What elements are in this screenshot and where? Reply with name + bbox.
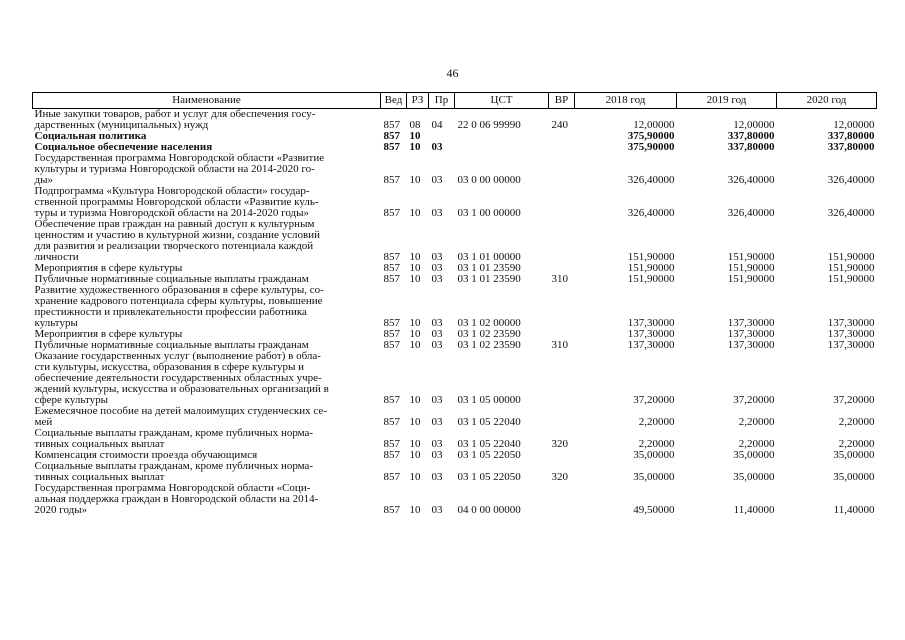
cell-cst: 03 1 05 22040 [457, 416, 521, 428]
cell-pr: 03 [431, 263, 443, 274]
cell-ved: 857 [383, 119, 400, 131]
cell-name-line: культуры [34, 317, 78, 329]
cell-2020: 151,90000 [827, 263, 875, 274]
cell-cst: 03 0 00 00000 [457, 174, 521, 186]
cell-pr: 03 [431, 329, 443, 340]
cell-rz: 10 [409, 174, 421, 186]
cell-name [33, 274, 381, 285]
cell-pr: 03 [431, 416, 443, 428]
cell-name-line: Подпрограмма «Культура Новгородской области» государ- [34, 186, 310, 197]
cell-ved: 857 [383, 416, 400, 428]
cell-2018: 151,90000 [627, 251, 675, 263]
cell-cst: 03 1 02 00000 [457, 317, 521, 329]
cell-name [33, 285, 381, 329]
cell-name [33, 186, 381, 219]
cell-name [33, 142, 381, 153]
cell-2020: 337,80000 [827, 142, 875, 153]
cell-name-line: ственной программы Новгородской области «Развитие куль- [34, 196, 319, 208]
header-2018: 2018 год [575, 93, 677, 109]
cell-name-line: культуры и туризма Новгородской области на 2014-2020 го- [34, 163, 315, 175]
cell-vr: 320 [551, 471, 568, 483]
cell-pr: 04 [431, 119, 443, 131]
cell-2018: 326,40000 [627, 207, 675, 219]
table-row [33, 153, 877, 186]
cell-vr [549, 351, 575, 406]
cell-rz: 10 [409, 394, 421, 406]
cell-name-line: Публичные нормативные социальные выплаты гражданам [34, 340, 309, 351]
cell-name [33, 351, 381, 406]
cell-2020: 137,30000 [827, 329, 875, 340]
cell-name-line: ценностям и участию в культурной жизни, создание условий [34, 229, 321, 241]
cell-name-line: Публичные нормативные социальные выплаты гражданам [34, 274, 309, 285]
table-row [33, 340, 877, 351]
cell-name [33, 219, 381, 263]
cell-2018: 2,20000 [638, 438, 675, 450]
cell-ved: 857 [383, 438, 400, 450]
table-row [33, 263, 877, 274]
cell-2018: 37,20000 [633, 394, 675, 406]
cell-2019: 151,90000 [727, 274, 775, 285]
cell-name-line: для развития и реализации творческого потенциала каждой [34, 240, 314, 252]
cell-name-line: Социальные выплаты гражданам, кроме публичных норма- [34, 461, 314, 472]
cell-name-line: Компенсация стоимости проезда обучающимся [34, 450, 258, 461]
cell-cst: 03 1 05 00000 [457, 394, 521, 406]
cell-cst [455, 142, 549, 153]
cell-2018: 137,30000 [627, 340, 675, 351]
budget-table [32, 92, 877, 516]
cell-2018: 375,90000 [627, 131, 675, 142]
cell-vr [549, 263, 575, 274]
cell-cst: 03 1 01 00000 [457, 251, 521, 263]
cell-2019: 151,90000 [727, 263, 775, 274]
table-row [33, 461, 877, 483]
cell-ved: 857 [383, 142, 400, 153]
cell-2018: 151,90000 [627, 274, 675, 285]
cell-vr [549, 450, 575, 461]
cell-name-line: Социальные выплаты гражданам, кроме публичных норма- [34, 428, 314, 439]
cell-name-line: Социальное обеспечение населения [34, 142, 213, 153]
cell-name-line: дарственных (муниципальных) нужд [34, 119, 209, 131]
cell-rz: 10 [409, 450, 421, 461]
cell-2019: 137,30000 [727, 340, 775, 351]
cell-rz: 10 [409, 504, 421, 516]
cell-ved: 857 [383, 263, 400, 274]
header-name: Наименование [33, 93, 381, 109]
cell-cst: 03 1 05 22050 [457, 450, 521, 461]
cell-rz: 10 [409, 317, 421, 329]
header-rz: РЗ [407, 93, 429, 109]
cell-name [33, 450, 381, 461]
table-row [33, 351, 877, 406]
cell-vr [549, 186, 575, 219]
cell-2018: 137,30000 [627, 329, 675, 340]
cell-name [33, 109, 381, 132]
cell-ved: 857 [383, 394, 400, 406]
cell-rz: 10 [409, 329, 421, 340]
cell-2020: 337,80000 [827, 131, 875, 142]
cell-2020: 37,20000 [833, 394, 875, 406]
cell-2018: 35,00000 [633, 471, 675, 483]
cell-2020: 151,90000 [827, 274, 875, 285]
table-row [33, 450, 877, 461]
cell-rz: 10 [409, 207, 421, 219]
table-row [33, 285, 877, 329]
cell-2020: 137,30000 [827, 317, 875, 329]
cell-ved: 857 [383, 329, 400, 340]
cell-2019: 337,80000 [727, 142, 775, 153]
cell-2020: 137,30000 [827, 340, 875, 351]
cell-rz: 10 [409, 274, 421, 285]
cell-cst: 03 1 02 23590 [457, 340, 521, 351]
cell-ved: 857 [383, 131, 400, 142]
cell-cst: 22 0 06 99990 [457, 119, 521, 131]
cell-2020: 2,20000 [838, 416, 875, 428]
cell-pr: 03 [431, 394, 443, 406]
cell-rz: 10 [409, 471, 421, 483]
table-row [33, 142, 877, 153]
cell-name-line: Ежемесячное пособие на детей малоимущих студенческих се- [34, 406, 327, 417]
table-row [33, 131, 877, 142]
cell-cst [455, 131, 549, 142]
table-row [33, 186, 877, 219]
cell-2020: 151,90000 [827, 251, 875, 263]
cell-vr [549, 219, 575, 263]
table-row [33, 274, 877, 285]
table-row [33, 219, 877, 263]
cell-vr [549, 329, 575, 340]
cell-2020: 35,00000 [833, 471, 875, 483]
cell-name-line: обеспечение деятельности государственных областных учре- [34, 372, 322, 384]
cell-name [33, 131, 381, 142]
cell-pr: 03 [431, 317, 443, 329]
cell-ved: 857 [383, 504, 400, 516]
cell-name [33, 340, 381, 351]
cell-pr: 03 [431, 438, 443, 450]
cell-2019: 151,90000 [727, 251, 775, 263]
cell-cst: 03 1 02 23590 [457, 329, 521, 340]
cell-cst: 03 1 00 00000 [457, 207, 521, 219]
cell-name-line: Иные закупки товаров, работ и услуг для обеспечения госу- [34, 108, 316, 120]
cell-2018: 151,90000 [627, 263, 675, 274]
table-row [33, 406, 877, 428]
cell-cst: 03 1 05 22040 [457, 438, 521, 450]
cell-name-line: мей [34, 416, 53, 428]
cell-pr: 03 [431, 504, 443, 516]
cell-pr: 03 [431, 471, 443, 483]
cell-name-line: Государственная программа Новгородской области «Развитие [34, 153, 325, 164]
cell-2019: 137,30000 [727, 329, 775, 340]
cell-rz: 10 [409, 340, 421, 351]
cell-ved: 857 [383, 317, 400, 329]
cell-2019: 12,00000 [733, 119, 775, 131]
cell-cst: 03 1 05 22050 [457, 471, 521, 483]
header-vr: ВР [549, 93, 575, 109]
cell-vr: 310 [551, 340, 568, 351]
cell-vr: 240 [551, 119, 568, 131]
cell-name [33, 329, 381, 340]
cell-rz: 10 [409, 263, 421, 274]
cell-cst: 04 0 00 00000 [457, 504, 521, 516]
cell-name-line: ждений культуры, искусства и образовательных организаций в [34, 383, 329, 395]
cell-2018: 12,00000 [633, 119, 675, 131]
header-cst: ЦСТ [455, 93, 549, 109]
cell-pr: 03 [431, 274, 443, 285]
cell-2020: 2,20000 [838, 438, 875, 450]
page-number: 46 [446, 66, 459, 80]
cell-2020: 11,40000 [833, 504, 875, 516]
cell-2019: 35,00000 [733, 450, 775, 461]
table-row [33, 329, 877, 340]
cell-pr: 03 [431, 251, 443, 263]
cell-vr: 310 [551, 274, 568, 285]
cell-rz: 10 [409, 131, 421, 142]
table-header-row [33, 93, 877, 109]
cell-rz: 08 [409, 119, 421, 131]
cell-name-line: сфере культуры [34, 394, 109, 406]
cell-2020: 12,00000 [833, 119, 875, 131]
cell-name [33, 461, 381, 483]
cell-2019: 37,20000 [733, 394, 775, 406]
cell-rz: 10 [409, 416, 421, 428]
cell-2018: 35,00000 [633, 450, 675, 461]
table-row [33, 483, 877, 516]
cell-ved: 857 [383, 174, 400, 186]
cell-name-line: тивных социальных выплат [34, 471, 165, 483]
cell-ved: 857 [383, 471, 400, 483]
cell-2020: 326,40000 [827, 174, 875, 186]
cell-ved: 857 [383, 207, 400, 219]
cell-pr: 03 [431, 174, 443, 186]
cell-vr [549, 142, 575, 153]
cell-pr: 03 [431, 450, 443, 461]
cell-name-line: Мероприятия в сфере культуры [34, 263, 183, 274]
cell-name-line: альная поддержка граждан в Новгородской области на 2014- [34, 493, 319, 505]
cell-rz: 10 [409, 251, 421, 263]
cell-cst: 03 1 01 23590 [457, 263, 521, 274]
cell-rz: 10 [409, 142, 421, 153]
cell-vr [549, 483, 575, 516]
header-pr: Пр [429, 93, 455, 109]
cell-name-line: престижности и привлекательности профессии работника [34, 306, 307, 318]
cell-vr [549, 406, 575, 428]
cell-name-line: туры и туризма Новгородской области на 2014-2020 годы» [34, 207, 310, 219]
cell-vr: 320 [551, 438, 568, 450]
cell-pr: 03 [431, 340, 443, 351]
cell-vr [549, 153, 575, 186]
cell-ved: 857 [383, 450, 400, 461]
cell-name-line: личности [34, 251, 79, 263]
cell-name [33, 406, 381, 428]
cell-vr [549, 285, 575, 329]
cell-pr: 03 [431, 142, 443, 153]
cell-name-line: ды» [34, 174, 53, 186]
cell-rz: 10 [409, 438, 421, 450]
cell-vr [549, 131, 575, 142]
cell-name-line: 2020 годы» [34, 504, 88, 516]
cell-cst: 03 1 01 23590 [457, 274, 521, 285]
cell-2018: 375,90000 [627, 142, 675, 153]
cell-ved: 857 [383, 274, 400, 285]
cell-2018: 49,50000 [633, 504, 675, 516]
cell-2019: 2,20000 [738, 438, 775, 450]
cell-name [33, 428, 381, 450]
cell-name [33, 263, 381, 274]
cell-2018: 326,40000 [627, 174, 675, 186]
table-row [33, 109, 877, 132]
cell-name-line: хранение кадрового потенциала сферы культуры, повышение [34, 295, 323, 307]
cell-2019: 2,20000 [738, 416, 775, 428]
cell-2018: 2,20000 [638, 416, 675, 428]
cell-2020: 326,40000 [827, 207, 875, 219]
cell-2018: 137,30000 [627, 317, 675, 329]
cell-2019: 326,40000 [727, 207, 775, 219]
cell-2019: 35,00000 [733, 471, 775, 483]
header-2020: 2020 год [777, 93, 877, 109]
cell-2019: 337,80000 [727, 131, 775, 142]
cell-name-line: Обеспечение прав граждан на равный доступ к культурным [34, 219, 315, 230]
cell-name [33, 153, 381, 186]
header-ved: Вед [381, 93, 407, 109]
cell-name-line: Развитие художественного образования в сфере культуры, со- [34, 285, 324, 296]
cell-name-line: тивных социальных выплат [34, 438, 165, 450]
cell-name-line: сти культуры, искусства, образования в сфере культуры и [34, 361, 304, 373]
cell-name-line: Оказание государственных услуг (выполнение работ) в обла- [34, 351, 321, 362]
cell-pr: 03 [431, 207, 443, 219]
cell-2020: 35,00000 [833, 450, 875, 461]
table-row [33, 428, 877, 450]
cell-ved: 857 [383, 251, 400, 263]
cell-2019: 326,40000 [727, 174, 775, 186]
cell-name-line: Государственная программа Новгородской области «Соци- [34, 483, 311, 494]
cell-name-line: Мероприятия в сфере культуры [34, 329, 183, 340]
cell-2019: 11,40000 [733, 504, 775, 516]
cell-2019: 137,30000 [727, 317, 775, 329]
cell-name-line: Социальная политика [34, 131, 147, 142]
cell-pr [429, 131, 455, 142]
header-2019: 2019 год [677, 93, 777, 109]
cell-name [33, 483, 381, 516]
cell-ved: 857 [383, 340, 400, 351]
table-body [33, 109, 877, 517]
